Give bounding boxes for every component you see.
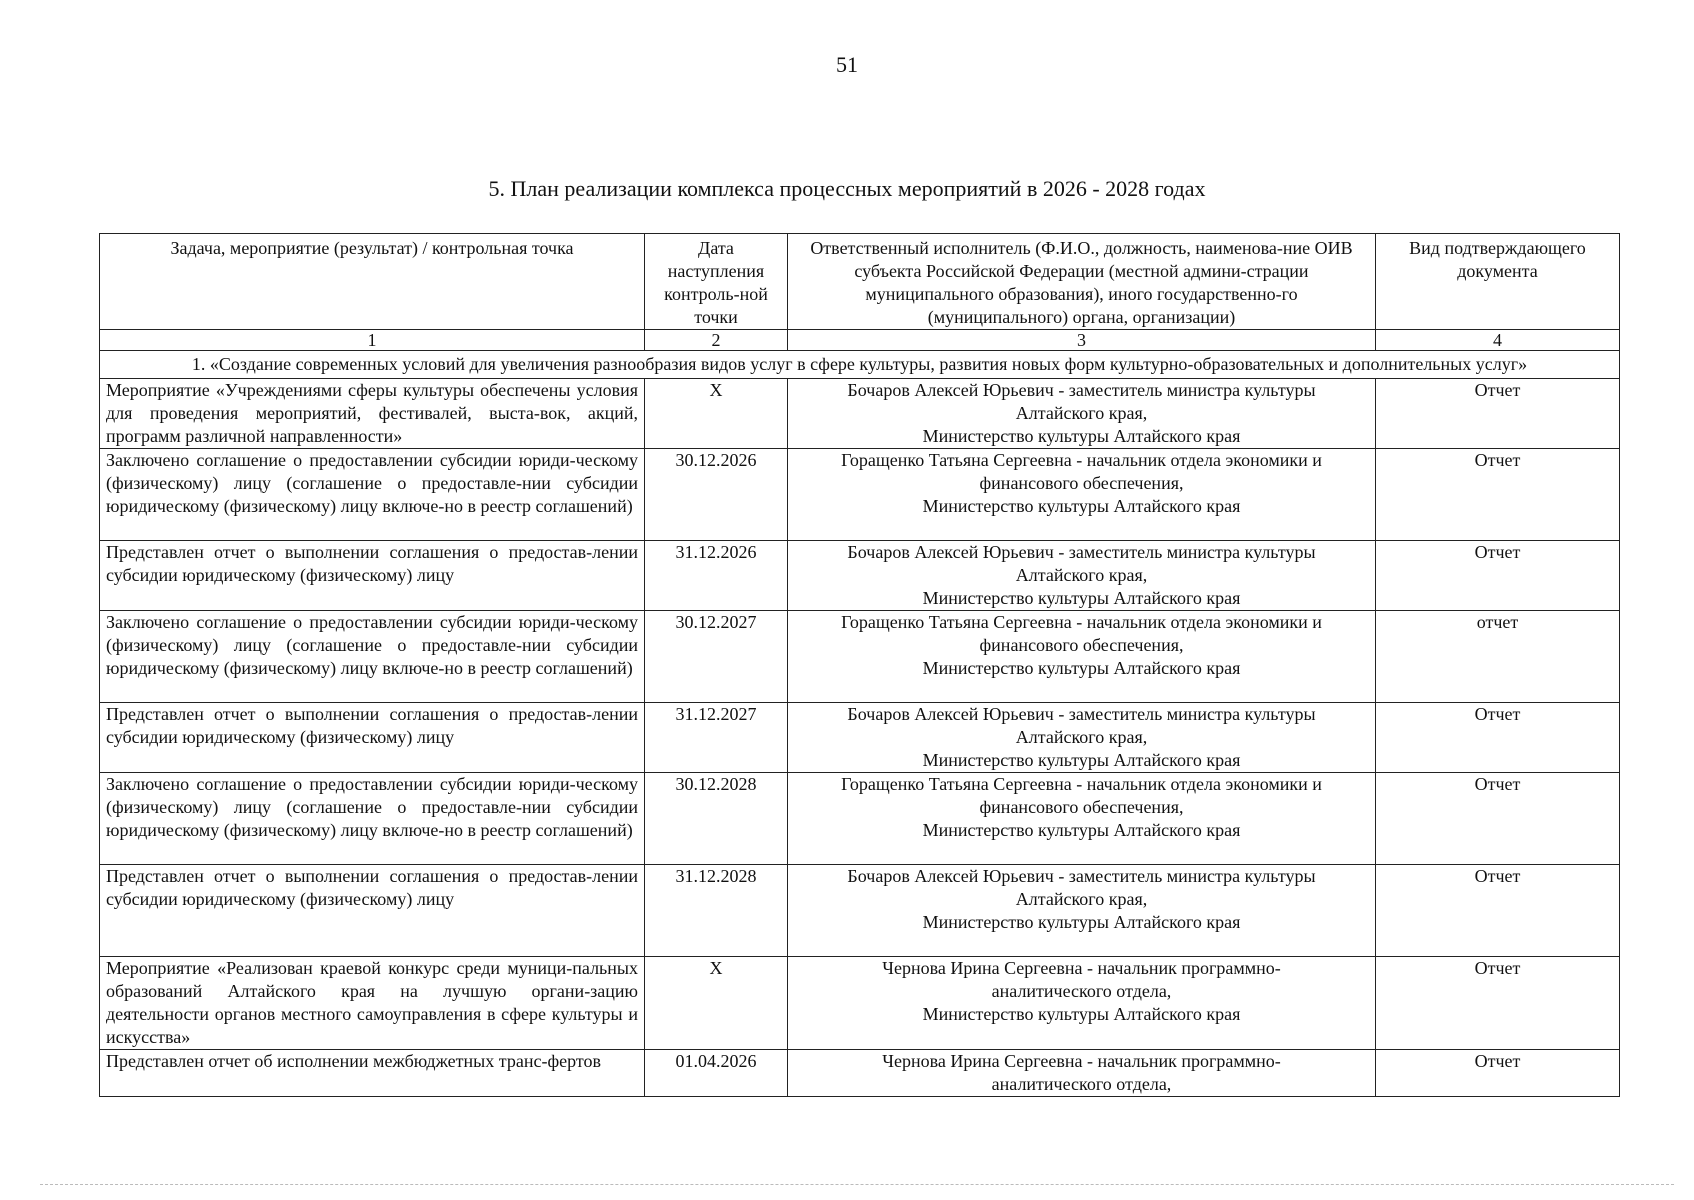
responsible-cell <box>788 541 1376 611</box>
task-cell: Представлен отчет об исполнении межбюджетных транс-фертов <box>100 1050 645 1097</box>
column-number: 1 <box>100 330 645 351</box>
responsible-line: Министерство культуры Алтайского края <box>922 496 1241 516</box>
page-number: 51 <box>836 52 858 77</box>
responsible-line: Министерство культуры Алтайского края <box>922 426 1241 446</box>
responsible-line: Бочаров Алексей Юрьевич - заместитель министра культуры <box>847 380 1316 400</box>
task-cell: Мероприятие «Реализован краевой конкурс среди муници-пальных образований Алтайского края на лучшую органи-зацию деятельности органов местного самоуправления в сфере культуры и искусства» <box>100 957 645 1050</box>
column-number: 4 <box>1376 330 1620 351</box>
table-row <box>100 865 1620 957</box>
responsible-line: Министерство культуры Алтайского края <box>922 1004 1241 1024</box>
column-number: 3 <box>788 330 1376 351</box>
responsible-line: Министерство культуры Алтайского края <box>922 588 1241 608</box>
date-cell: 30.12.2027 <box>645 611 788 703</box>
table-header-row <box>100 234 1620 330</box>
responsible-line: Горащенко Татьяна Сергеевна - начальник отдела экономики и <box>841 612 1322 632</box>
date-cell: 31.12.2027 <box>645 703 788 773</box>
responsible-cell <box>788 865 1376 957</box>
table-row <box>100 957 1620 1050</box>
responsible-line: аналитического отдела, <box>991 981 1172 1001</box>
responsible-cell <box>788 449 1376 541</box>
column-number: 2 <box>645 330 788 351</box>
scan-edge-line <box>40 1184 1674 1185</box>
responsible-line: Бочаров Алексей Юрьевич - заместитель министра культуры <box>847 866 1316 886</box>
responsible-line: Бочаров Алексей Юрьевич - заместитель министра культуры <box>847 704 1316 724</box>
document-cell: Отчет <box>1376 865 1620 957</box>
responsible-cell <box>788 957 1376 1050</box>
column-number-row <box>100 330 1620 351</box>
responsible-line: Алтайского края, <box>1015 889 1148 909</box>
task-cell: Заключено соглашение о предоставлении субсидии юриди-ческому (физическому) лицу (соглашение о предоставле-нии субсидии юридическому (физическому) лицу включе-но в реестр соглашений) <box>100 611 645 703</box>
document-cell: Отчет <box>1376 541 1620 611</box>
document-cell: отчет <box>1376 611 1620 703</box>
section-title: 1. «Создание современных условий для увеличения разнообразия видов услуг в сфере культуры, развития новых форм культурно-образовательных и дополнительных услуг» <box>100 351 1620 379</box>
date-cell: X <box>645 379 788 449</box>
section-row <box>100 351 1620 379</box>
responsible-line: финансового обеспечения, <box>979 635 1184 655</box>
responsible-cell <box>788 703 1376 773</box>
table-row <box>100 449 1620 541</box>
date-cell: 31.12.2026 <box>645 541 788 611</box>
responsible-cell <box>788 379 1376 449</box>
responsible-line: Министерство культуры Алтайского края <box>922 750 1241 770</box>
responsible-line: аналитического отдела, <box>991 1074 1172 1094</box>
task-cell: Мероприятие «Учреждениями сферы культуры обеспечены условия для проведения мероприятий, фестивалей, выста-вок, акций, программ различной направленности» <box>100 379 645 449</box>
responsible-line: Чернова Ирина Сергеевна - начальник программно- <box>882 958 1281 978</box>
date-cell: 01.04.2026 <box>645 1050 788 1097</box>
table-row <box>100 773 1620 865</box>
document-cell: Отчет <box>1376 957 1620 1050</box>
document-cell: Отчет <box>1376 379 1620 449</box>
header-task: Задача, мероприятие (результат) / контрольная точка <box>100 234 645 330</box>
date-cell: 30.12.2028 <box>645 773 788 865</box>
table-row <box>100 1050 1620 1097</box>
task-cell: Заключено соглашение о предоставлении субсидии юриди-ческому (физическому) лицу (соглашение о предоставле-нии субсидии юридическому (физическому) лицу включе-но в реестр соглашений) <box>100 773 645 865</box>
table-row <box>100 379 1620 449</box>
document-cell: Отчет <box>1376 1050 1620 1097</box>
responsible-line: финансового обеспечения, <box>979 473 1184 493</box>
task-cell: Представлен отчет о выполнении соглашения о предостав-лении субсидии юридическому (физическому) лицу <box>100 865 645 957</box>
table-row <box>100 541 1620 611</box>
header-responsible: Ответственный исполнитель (Ф.И.О., должность, наименова-ние ОИВ субъекта Российской Федерации (местной админи-страции муниципального образования), иного государственно-го (муниципального) органа, организации) <box>788 234 1376 330</box>
responsible-cell <box>788 1050 1376 1097</box>
responsible-line: Алтайского края, <box>1015 727 1148 747</box>
task-cell: Заключено соглашение о предоставлении субсидии юриди-ческому (физическому) лицу (соглашение о предоставле-нии субсидии юридическому (физическому) лицу включе-но в реестр соглашений) <box>100 449 645 541</box>
responsible-line: Бочаров Алексей Юрьевич - заместитель министра культуры <box>847 542 1316 562</box>
responsible-cell <box>788 773 1376 865</box>
document-cell: Отчет <box>1376 449 1620 541</box>
table-row <box>100 703 1620 773</box>
date-cell: 31.12.2028 <box>645 865 788 957</box>
responsible-line: Горащенко Татьяна Сергеевна - начальник отдела экономики и <box>841 450 1322 470</box>
responsible-cell <box>788 611 1376 703</box>
header-document: Вид подтверждающего документа <box>1376 234 1620 330</box>
responsible-line: Министерство культуры Алтайского края <box>922 820 1241 840</box>
responsible-line: Министерство культуры Алтайского края <box>922 912 1241 932</box>
header-date: Дата наступления контроль-ной точки <box>645 234 788 330</box>
responsible-line: Министерство культуры Алтайского края <box>922 658 1241 678</box>
page-title: 5. План реализации комплекса процессных мероприятий в 2026 - 2028 годах <box>488 176 1206 201</box>
date-cell: 30.12.2026 <box>645 449 788 541</box>
task-cell: Представлен отчет о выполнении соглашения о предостав-лении субсидии юридическому (физическому) лицу <box>100 541 645 611</box>
responsible-line: Горащенко Татьяна Сергеевна - начальник отдела экономики и <box>841 774 1322 794</box>
document-cell: Отчет <box>1376 703 1620 773</box>
responsible-line: Чернова Ирина Сергеевна - начальник программно- <box>882 1051 1281 1071</box>
document-cell: Отчет <box>1376 773 1620 865</box>
table-row <box>100 611 1620 703</box>
responsible-line: Алтайского края, <box>1015 403 1148 423</box>
responsible-line: Алтайского края, <box>1015 565 1148 585</box>
plan-table <box>99 233 1620 1097</box>
date-cell: X <box>645 957 788 1050</box>
task-cell: Представлен отчет о выполнении соглашения о предостав-лении субсидии юридическому (физическому) лицу <box>100 703 645 773</box>
responsible-line: финансового обеспечения, <box>979 797 1184 817</box>
